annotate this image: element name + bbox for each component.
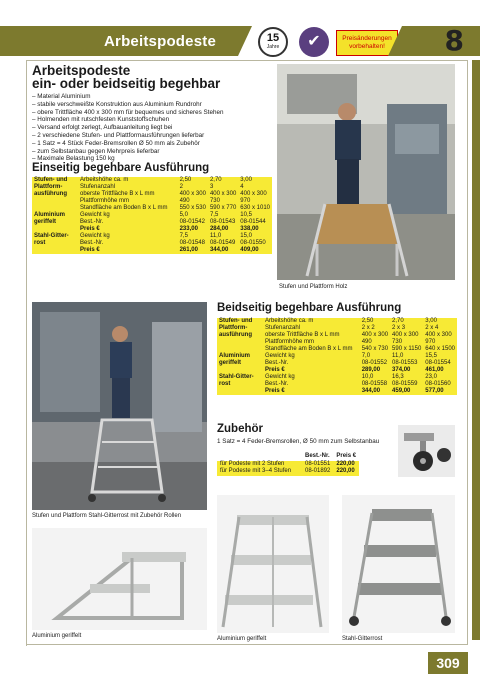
spec-group	[32, 205, 78, 212]
spec-value: 409,00	[240, 247, 259, 253]
spec-row	[32, 177, 272, 184]
product-title: Arbeitspodeste	[32, 63, 131, 78]
spec-value: 2	[179, 184, 183, 190]
spec-value: 10,0	[361, 374, 374, 380]
spec-group: Stahl-Gitter-	[219, 374, 254, 380]
spec-value: 400 x 300	[179, 191, 206, 197]
spec-value: 490	[361, 339, 372, 345]
spec-group	[32, 198, 78, 205]
spec-label: Best.-Nr.	[265, 381, 289, 387]
accessories-text: 1 Satz = 4 Feder-Bremsrollen, Ø 50 mm zum Selbstanbau	[217, 438, 380, 445]
spec-value: 4	[240, 184, 244, 190]
spec-value: 16,3	[392, 374, 404, 380]
spec-value: 23,0	[425, 374, 437, 380]
feature-list	[32, 93, 272, 163]
spec-value: 970	[425, 339, 436, 345]
spec-value: 2 x 2	[361, 325, 375, 331]
feature-item: – obere Trittfläche 400 x 300 mm für bequemes und sicheres Stehen	[32, 109, 272, 117]
years-badge-number: 15	[266, 32, 280, 44]
single-section-title: Einseitig begehbare Ausführung	[32, 162, 210, 174]
accessories-row	[217, 461, 359, 469]
spec-row	[217, 332, 457, 339]
spec-row	[217, 388, 457, 395]
spec-value: 7,0	[361, 353, 371, 359]
spec-value: 630 x 1010	[240, 205, 270, 211]
spec-value: 400 x 300	[209, 191, 237, 197]
feature-item: – Versand erfolgt zerlegt, Aufbauanleitung liegt bei	[32, 124, 272, 132]
spec-label: Standfläche am Boden B x L mm	[265, 346, 353, 352]
spec-row	[217, 339, 457, 346]
spec-value: 08-01560	[425, 381, 451, 387]
spec-label: Gewicht kg	[80, 212, 110, 218]
spec-label: Arbeitshöhe ca. m	[80, 177, 129, 183]
spec-group: Stufen- und	[219, 318, 253, 324]
spec-label: Gewicht kg	[265, 353, 295, 359]
spec-value: 540 x 730	[361, 346, 389, 352]
spec-group: geriffelt	[34, 219, 57, 225]
spec-group	[217, 339, 263, 346]
spec-row	[32, 219, 272, 226]
spec-value: 11,0	[209, 233, 222, 239]
spec-value: 08-01552	[361, 360, 388, 366]
spec-group: Stufen- und	[34, 177, 68, 183]
spec-row	[32, 212, 272, 219]
accessories-table	[217, 453, 359, 476]
spec-value: 344,00	[361, 388, 381, 394]
chapter-title: Arbeitspodeste	[104, 33, 216, 50]
feature-item: – Holmenden mit rutschfesten Kunststoffschuhen	[32, 116, 272, 124]
spec-label: Best.-Nr.	[80, 240, 104, 246]
spec-value: 5,0	[179, 212, 188, 218]
spec-group: rost	[219, 381, 231, 387]
page-number: 309	[428, 652, 468, 674]
accessories-header-row	[217, 453, 359, 461]
price-note: Preisänderungen vorbehalten!	[336, 30, 398, 56]
spec-value: 400 x 300	[425, 332, 452, 338]
spec-value: 08-01548	[179, 240, 205, 246]
spec-group: Stahl-Gitter-	[34, 233, 69, 239]
product-subtitle: ein- oder beidseitig begehbar	[32, 76, 221, 91]
spec-row	[32, 233, 272, 240]
spec-value: 15,0	[240, 233, 252, 239]
spec-value: 577,00	[425, 388, 444, 394]
spec-value: 08-01542	[179, 219, 205, 225]
photo-worker-steel	[32, 302, 207, 510]
spec-group: rost	[34, 240, 46, 246]
spec-value: 3	[209, 184, 214, 190]
spec-value: 10,5	[240, 212, 252, 218]
spec-row	[32, 198, 272, 205]
spec-row	[217, 325, 457, 332]
spec-row	[217, 374, 457, 381]
accessories-label: für Podeste mit 3–4 Stufen	[220, 468, 292, 474]
spec-value: 640 x 1500	[425, 346, 455, 352]
spec-value: 11,0	[392, 353, 404, 359]
feature-item: – zum Selbstanbau gegen Mehrpreis lieferbar	[32, 148, 272, 156]
accessories-number: 08-01892	[305, 468, 331, 474]
feature-item: – stabile verschweißte Konstruktion aus Aluminium Rundrohr	[32, 101, 272, 109]
spec-row	[217, 318, 457, 325]
spec-group	[32, 226, 78, 233]
spec-value: 2 x 3	[392, 325, 406, 331]
spec-value: 730	[392, 339, 403, 345]
spec-value: 550 x 530	[179, 205, 206, 211]
caption-photo-b1: Aluminium geriffelt	[32, 633, 82, 639]
spec-value: 233,00	[179, 226, 198, 232]
spec-label: Plattformhöhe mm	[265, 339, 315, 345]
feature-item: – 1 Satz = 4 Stück Feder-Bremsrollen Ø 50 mm als Zubehör	[32, 140, 272, 148]
spec-value: 08-01559	[392, 381, 418, 387]
years-badge	[258, 27, 288, 57]
spec-group	[217, 388, 263, 395]
single-spec-table	[32, 177, 272, 254]
spec-row	[217, 367, 457, 374]
spec-value: 2,50	[361, 318, 374, 324]
spec-group: Plattform-	[219, 325, 248, 331]
caption-photo-top: Stufen und Plattform Holz	[279, 284, 348, 290]
spec-label: Standfläche am Boden B x L mm	[80, 205, 168, 211]
accessories-number: 08-01551	[305, 460, 331, 467]
chapter-number: 8	[444, 24, 464, 57]
accessories-header: Preis €	[333, 453, 359, 461]
spec-value: 7,5	[179, 233, 188, 239]
accessories-price: 220,00	[336, 460, 355, 467]
spec-value: 344,00	[209, 247, 229, 253]
spec-group: ausführung	[219, 332, 252, 338]
spec-group: Aluminium	[34, 212, 65, 218]
spec-label: Stufenanzahl	[80, 184, 116, 190]
spec-label: Preis €	[80, 226, 100, 232]
quality-check-icon: ✔	[299, 27, 329, 57]
spec-value: 7,5	[209, 212, 219, 218]
spec-value: 2,50	[179, 177, 192, 183]
feature-item: – Maximale Belastung 150 kg	[32, 155, 272, 163]
photo-alu-2	[217, 495, 329, 633]
spec-value: 2 x 4	[425, 325, 439, 331]
spec-label: Stufenanzahl	[265, 325, 301, 331]
spec-label: Arbeitshöhe ca. m	[265, 318, 314, 324]
spec-label: Gewicht kg	[80, 233, 110, 239]
spec-value: 490	[179, 198, 190, 204]
spec-value: 261,00	[179, 247, 198, 253]
caption-photo-b3: Stahl-Gitterrost	[342, 636, 383, 642]
spec-value: 08-01544	[240, 219, 266, 225]
spec-value: 08-01543	[209, 219, 236, 225]
spec-label: Best.-Nr.	[265, 360, 289, 366]
photo-worker-wood	[277, 64, 455, 280]
double-section-title: Beidseitig begehbare Ausführung	[217, 302, 402, 314]
spec-value: 08-01549	[209, 240, 236, 246]
spec-value: 3,00	[240, 177, 252, 183]
spec-value: 400 x 300	[240, 191, 267, 197]
spec-label: Plattformhöhe mm	[80, 198, 130, 204]
spec-value: 3,00	[425, 318, 437, 324]
spec-value: 459,00	[392, 388, 411, 394]
spec-value: 08-01558	[361, 381, 388, 387]
spec-label: Preis €	[80, 247, 100, 253]
spec-group	[32, 247, 78, 254]
spec-row	[217, 360, 457, 367]
spec-value: 289,00	[361, 367, 381, 373]
spec-row	[217, 381, 457, 388]
spec-value: 08-01553	[392, 360, 418, 366]
spec-row	[32, 191, 272, 198]
spec-value: 374,00	[392, 367, 411, 373]
spec-value: 590 x 770	[209, 205, 237, 211]
spec-value: 400 x 300	[361, 332, 389, 338]
spec-row	[32, 247, 272, 254]
spec-row	[217, 353, 457, 360]
spec-label: oberste Trittfläche B x L mm	[80, 191, 155, 197]
spec-value: 2,70	[209, 177, 222, 183]
spec-group: Aluminium	[219, 353, 250, 359]
spec-row	[32, 184, 272, 191]
spec-row	[32, 240, 272, 247]
spec-value: 15,5	[425, 353, 437, 359]
spec-row	[217, 346, 457, 353]
spec-value: 08-01554	[425, 360, 451, 366]
side-bar	[472, 60, 480, 640]
spec-label: Gewicht kg	[265, 374, 295, 380]
spec-value: 284,00	[209, 226, 229, 232]
spec-value: 970	[240, 198, 251, 204]
caption-photo-b2: Aluminium geriffelt	[217, 636, 267, 642]
spec-value: 400 x 300	[392, 332, 419, 338]
spec-group	[217, 367, 263, 374]
photo-castors	[398, 425, 455, 477]
spec-row	[32, 205, 272, 212]
spec-value: 2,70	[392, 318, 404, 324]
spec-value: 08-01550	[240, 240, 266, 246]
caption-photo-mid: Stufen und Plattform Stahl-Gitterrost mit Zubehör Rollen	[32, 513, 182, 519]
spec-row	[32, 226, 272, 233]
spec-label: oberste Trittfläche B x L mm	[265, 332, 340, 338]
spec-label: Preis €	[265, 388, 285, 394]
spec-value: 730	[209, 198, 220, 204]
spec-label: Preis €	[265, 367, 285, 373]
spec-group	[217, 346, 263, 353]
feature-item: – Material Aluminium	[32, 93, 272, 101]
spec-value: 461,00	[425, 367, 444, 373]
photo-steel-grating	[342, 495, 455, 633]
feature-item: – 2 verschiedene Stufen- und Plattformausführungen lieferbar	[32, 132, 272, 140]
spec-label: Best.-Nr.	[80, 219, 104, 225]
spec-group: ausführung	[34, 191, 67, 197]
spec-value: 338,00	[240, 226, 259, 232]
accessories-price: 220,00	[336, 468, 355, 474]
spec-group: Plattform-	[34, 184, 63, 190]
chapter-box	[402, 26, 480, 56]
photo-alu-1	[32, 528, 207, 630]
accessories-row	[217, 468, 359, 476]
accessories-header	[217, 453, 302, 461]
spec-group: geriffelt	[219, 360, 242, 366]
accessories-header: Best.-Nr.	[302, 453, 333, 461]
accessories-label: für Podeste mit 2 Stufen	[220, 460, 285, 467]
spec-value: 590 x 1150	[392, 346, 422, 352]
years-badge-sub: Jahre	[266, 44, 280, 50]
double-spec-table	[217, 318, 457, 395]
accessories-title: Zubehör	[217, 423, 263, 435]
